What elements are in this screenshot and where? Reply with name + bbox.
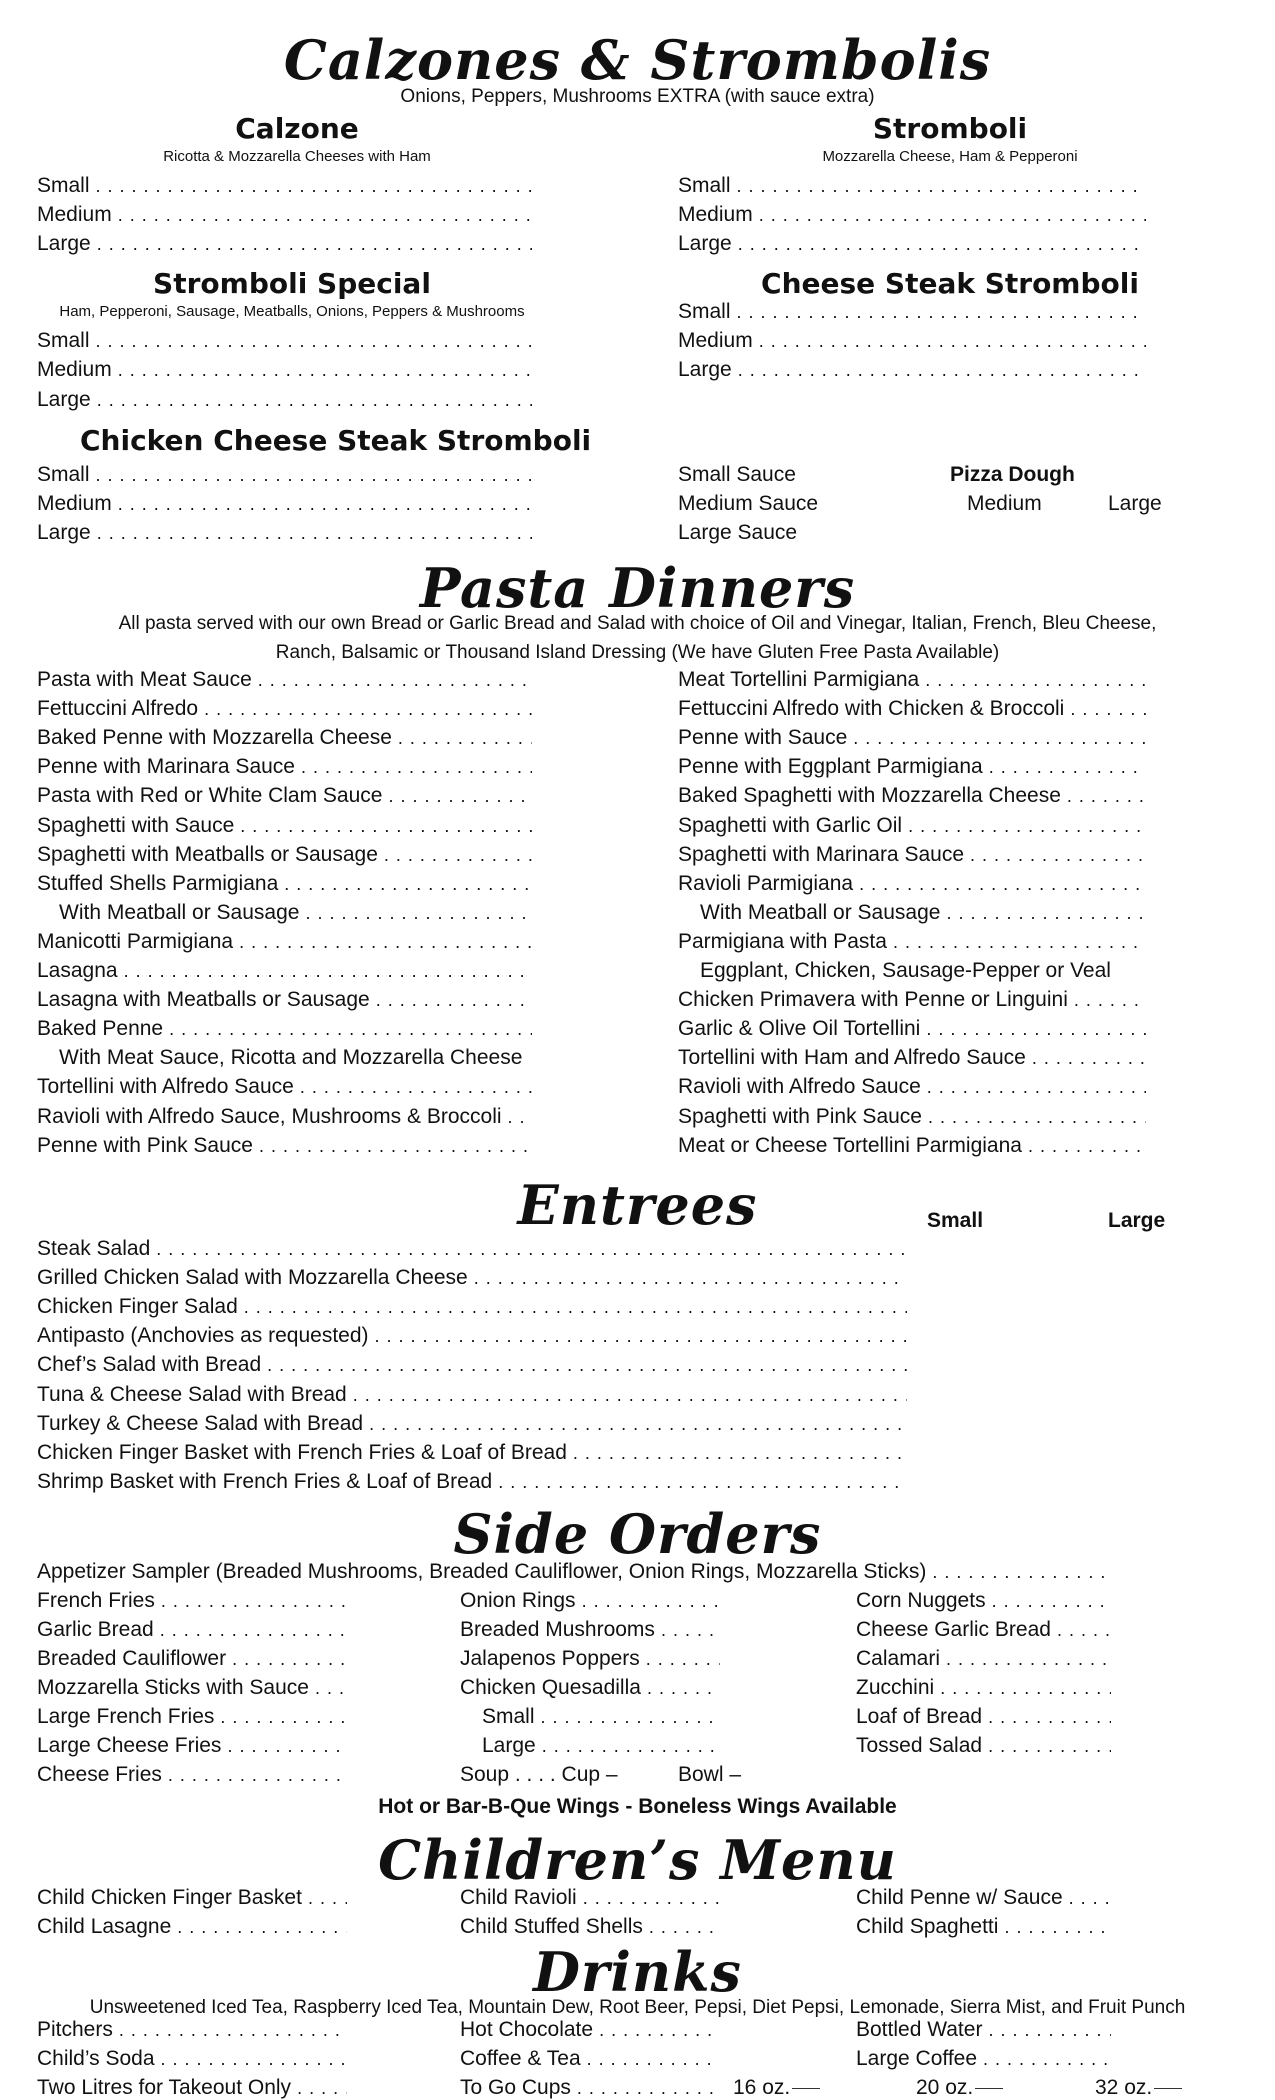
soup-cup: Soup . . . . Cup – <box>460 1763 618 1786</box>
calzone-medium: Medium . . . <box>37 203 532 227</box>
pasta-item: Manicotti Parmigiana . . . <box>37 930 532 954</box>
entree-item: Turkey & Cheese Salad with Bread . . . <box>37 1412 907 1436</box>
pasta-note-line2: Ranch, Balsamic or Thousand Island Dressing (We have Gluten Free Pasta Available) <box>275 642 1000 663</box>
drink-item: Child’s Soda . . . <box>37 2047 347 2071</box>
calzone-heading: Calzone <box>235 112 359 145</box>
small-sauce: Small Sauce <box>678 463 796 486</box>
child-item: Child Lasagne . . . <box>37 1915 347 1939</box>
children-title: Children’s Menu <box>378 1828 897 1892</box>
soup-bowl: Bowl – <box>678 1763 742 1786</box>
cup-32oz: 32 oz. <box>1095 2076 1182 2100</box>
pasta-item: Baked Penne with Mozzarella Cheese . . . <box>37 726 532 750</box>
drink-item: Hot Chocolate . . . <box>460 2018 720 2042</box>
pasta-item: Pasta with Meat Sauce . . . <box>37 668 532 692</box>
stromboli-special-medium: Medium . . . <box>37 358 532 382</box>
child-item: Child Penne w/ Sauce . . . <box>856 1886 1111 1910</box>
drink-item: To Go Cups . . . <box>460 2076 720 2100</box>
pasta-item: With Meatball or Sausage . . . <box>700 901 1146 925</box>
side-item: French Fries . . . <box>37 1589 347 1613</box>
pasta-item: Chicken Primavera with Penne or Linguini . . . <box>678 988 1146 1012</box>
pasta-item: Spaghetti with Marinara Sauce . . . <box>678 843 1146 867</box>
entree-item: Antipasto (Anchovies as requested) . . . <box>37 1324 907 1348</box>
drink-item: Bottled Water . . . <box>856 2018 1111 2042</box>
pasta-item: Meat or Cheese Tortellini Parmigiana . . . <box>678 1134 1146 1158</box>
pasta-item: Fettuccini Alfredo with Chicken & Broccoli . . . <box>678 697 1146 721</box>
stromboli-special-heading: Stromboli Special <box>153 267 431 300</box>
pasta-item: Garlic & Olive Oil Tortellini . . . <box>678 1017 1146 1041</box>
calzone-large: Large . . . <box>37 232 532 256</box>
cheese-steak-stromboli-heading: Cheese Steak Stromboli <box>761 267 1139 300</box>
pasta-item: Parmigiana with Pasta . . . <box>678 930 1146 954</box>
side-item: Calamari . . . <box>856 1647 1111 1671</box>
entree-item: Tuna & Cheese Salad with Bread . . . <box>37 1383 907 1407</box>
chicken-cheese-steak-stromboli-heading: Chicken Cheese Steak Stromboli <box>80 424 592 457</box>
pasta-item: Penne with Marinara Sauce . . . <box>37 755 532 779</box>
side-item: Jalapenos Poppers . . . <box>460 1647 720 1671</box>
stromboli-large: Large . . . <box>678 232 1146 256</box>
sides-title: Side Orders <box>453 1502 822 1566</box>
side-item: Large French Fries . . . <box>37 1705 347 1729</box>
child-item: Child Stuffed Shells . . . <box>460 1915 720 1939</box>
stromboli-special-small: Small . . . <box>37 329 532 353</box>
stromboli-small: Small . . . <box>678 174 1146 198</box>
entree-item: Shrimp Basket with French Fries & Loaf of Bread . . . <box>37 1470 907 1494</box>
chicken-stromboli-large: Large . . . <box>37 521 532 545</box>
pasta-item: Lasagna . . . <box>37 959 532 983</box>
medium-sauce: Medium Sauce <box>678 492 819 515</box>
side-item: Tossed Salad . . . <box>856 1734 1111 1758</box>
pasta-item: Ravioli with Alfredo Sauce, Mushrooms & Broccoli . . . <box>37 1105 532 1129</box>
entree-item: Chicken Finger Basket with French Fries & Loaf of Bread . . . <box>37 1441 907 1465</box>
drink-item: Pitchers . . . <box>37 2018 347 2042</box>
drink-item: Large Coffee . . . <box>856 2047 1111 2071</box>
pasta-item: Eggplant, Chicken, Sausage-Pepper or Veal <box>700 959 1111 982</box>
pasta-item: Spaghetti with Meatballs or Sausage . . . <box>37 843 532 867</box>
drink-item: Coffee & Tea . . . <box>460 2047 720 2071</box>
pizza-dough-large: Large <box>1108 492 1162 515</box>
side-item: Breaded Mushrooms . . . <box>460 1618 720 1642</box>
large-sauce: Large Sauce <box>678 521 798 544</box>
entree-item: Chef’s Salad with Bread . . . <box>37 1353 907 1377</box>
calzone-small: Small . . . <box>37 174 532 198</box>
stromboli-heading: Stromboli <box>872 112 1028 145</box>
cup-20oz: 20 oz. <box>916 2076 1003 2100</box>
side-item: Large . . . <box>482 1734 720 1758</box>
pasta-item: With Meatball or Sausage . . . <box>59 901 532 925</box>
side-item: Chicken Quesadilla . . . <box>460 1676 720 1700</box>
stromboli-desc: Mozzarella Cheese, Ham & Pepperoni <box>822 148 1078 165</box>
pasta-item: Pasta with Red or White Clam Sauce . . . <box>37 784 532 808</box>
entrees-col-small: Small <box>927 1209 984 1232</box>
drinks-title: Drinks <box>533 1940 742 2004</box>
child-item: Child Ravioli . . . <box>460 1886 720 1910</box>
drink-item: Two Litres for Takeout Only . . . <box>37 2076 347 2100</box>
entrees-title: Entrees <box>517 1173 758 1237</box>
side-item: Onion Rings . . . <box>460 1589 720 1613</box>
pasta-item: Spaghetti with Sauce . . . <box>37 814 532 838</box>
pasta-item: Ravioli with Alfredo Sauce . . . <box>678 1075 1146 1099</box>
pasta-item: Tortellini with Ham and Alfredo Sauce . . . <box>678 1046 1146 1070</box>
pasta-item: Baked Penne . . . <box>37 1017 532 1041</box>
cheese-steak-stromboli-small: Small . . . <box>678 300 1146 324</box>
side-item: Large Cheese Fries . . . <box>37 1734 347 1758</box>
stromboli-medium: Medium . . . <box>678 203 1146 227</box>
pasta-item: Lasagna with Meatballs or Sausage . . . <box>37 988 532 1012</box>
wings-line: Hot or Bar-B-Que Wings - Boneless Wings Available <box>378 1795 897 1818</box>
pasta-item: Meat Tortellini Parmigiana . . . <box>678 668 1146 692</box>
entree-item: Grilled Chicken Salad with Mozzarella Cheese . . . <box>37 1266 907 1290</box>
pasta-note-line1: All pasta served with our own Bread or Garlic Bread and Salad with choice of Oil and Vinegar, Italian, French, Bleu Cheese, <box>118 613 1157 634</box>
side-item: Cheese Fries . . . <box>37 1763 347 1787</box>
side-item: Garlic Bread . . . <box>37 1618 347 1642</box>
pasta-item: Baked Spaghetti with Mozzarella Cheese . . . <box>678 784 1146 808</box>
side-item: Loaf of Bread . . . <box>856 1705 1111 1729</box>
entree-item: Steak Salad . . . <box>37 1237 907 1261</box>
pasta-item: Penne with Sauce . . . <box>678 726 1146 750</box>
entree-item: Chicken Finger Salad . . . <box>37 1295 907 1319</box>
chicken-stromboli-medium: Medium . . . <box>37 492 532 516</box>
calzones-title: Calzones & Strombolis <box>283 28 992 92</box>
stromboli-special-large: Large . . . <box>37 388 532 412</box>
pasta-item: Stuffed Shells Parmigiana . . . <box>37 872 532 896</box>
drinks-list: Unsweetened Iced Tea, Raspberry Iced Tea, Mountain Dew, Root Beer, Pepsi, Diet Pepsi, Lemonade, Sierra Mist, and Fruit Punch <box>89 1997 1186 2018</box>
pizza-dough-heading: Pizza Dough <box>950 463 1075 486</box>
entrees-col-large: Large <box>1108 1209 1166 1232</box>
calzone-desc: Ricotta & Mozzarella Cheeses with Ham <box>163 148 431 165</box>
side-item: Cheese Garlic Bread . . . <box>856 1618 1111 1642</box>
cheese-steak-stromboli-large: Large . . . <box>678 358 1146 382</box>
pasta-item: With Meat Sauce, Ricotta and Mozzarella Cheese <box>59 1046 523 1070</box>
child-item: Child Chicken Finger Basket . . . <box>37 1886 347 1910</box>
side-item: Small . . . <box>482 1705 720 1729</box>
side-item: Mozzarella Sticks with Sauce . . . <box>37 1676 347 1700</box>
pasta-title: Pasta Dinners <box>419 556 856 620</box>
stromboli-special-desc: Ham, Pepperoni, Sausage, Meatballs, Onions, Peppers & Mushrooms <box>59 303 525 320</box>
side-item: Breaded Cauliflower . . . <box>37 1647 347 1671</box>
child-item: Child Spaghetti . . . <box>856 1915 1111 1939</box>
side-item: Corn Nuggets . . . <box>856 1589 1111 1613</box>
chicken-stromboli-small: Small . . . <box>37 463 532 487</box>
pasta-item: Spaghetti with Garlic Oil . . . <box>678 814 1146 838</box>
side-item: Zucchini . . . <box>856 1676 1111 1700</box>
pasta-item: Tortellini with Alfredo Sauce . . . <box>37 1075 532 1099</box>
pasta-item: Fettuccini Alfredo . . . <box>37 697 532 721</box>
pasta-item: Ravioli Parmigiana . . . <box>678 872 1146 896</box>
cheese-steak-stromboli-medium: Medium . . . <box>678 329 1146 353</box>
pasta-item: Penne with Pink Sauce . . . <box>37 1134 532 1158</box>
calzones-subtitle: Onions, Peppers, Mushrooms EXTRA (with sauce extra) <box>400 86 875 107</box>
pasta-item: Spaghetti with Pink Sauce . . . <box>678 1105 1146 1129</box>
pizza-dough-medium: Medium <box>967 492 1042 515</box>
appetizer-sampler: Appetizer Sampler (Breaded Mushrooms, Breaded Cauliflower, Onion Rings, Mozzarella Sticks) . . . <box>37 1560 1112 1584</box>
cup-16oz: 16 oz. <box>733 2076 820 2100</box>
pasta-item: Penne with Eggplant Parmigiana . . . <box>678 755 1146 779</box>
